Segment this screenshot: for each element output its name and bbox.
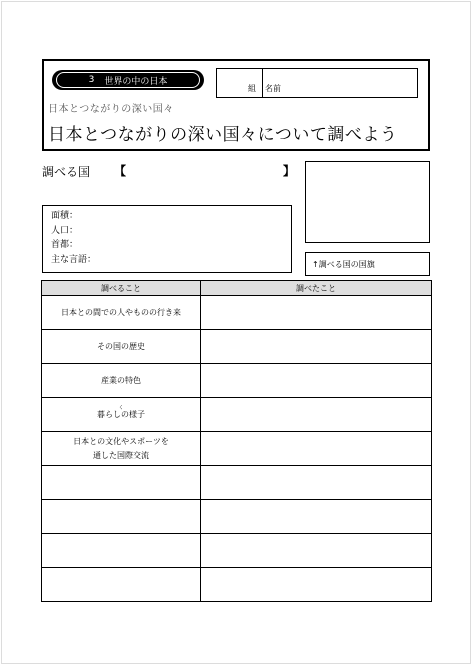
country-bracket-open: 【 <box>114 164 127 178</box>
finding-cell[interactable] <box>201 568 432 602</box>
finding-cell[interactable] <box>201 364 432 398</box>
topic-cell <box>42 398 201 432</box>
country-bracket-close: 】 <box>283 164 296 178</box>
topic-cell[interactable] <box>42 500 201 534</box>
flag-caption-text: ↑調べる国の国旗 <box>312 259 375 269</box>
column-header-findings: 調べたこと <box>201 281 432 296</box>
topic-cell <box>42 432 201 466</box>
finding-cell[interactable] <box>201 466 432 500</box>
table-row <box>42 296 432 330</box>
unit-title: 世界の中の日本 <box>104 76 168 87</box>
table-row <box>42 432 432 466</box>
topic-cell: その国の歴史 <box>42 330 201 364</box>
topic-cell: 産業の特色 <box>42 364 201 398</box>
finding-cell[interactable] <box>201 398 432 432</box>
page-subtitle: 日本とつながりの深い国々 <box>48 104 174 115</box>
topic-text: 暮らしの様子 <box>97 409 145 419</box>
table-row <box>42 364 432 398</box>
page-title: 日本とつながりの深い国々について調べよう <box>48 125 398 145</box>
finding-cell[interactable] <box>201 432 432 466</box>
name-label: 名前 <box>265 84 281 93</box>
table-row <box>42 398 432 432</box>
topic-cell: 日本との間での人やものの行き来 <box>42 296 201 330</box>
table-row <box>42 568 432 602</box>
finding-cell[interactable] <box>201 500 432 534</box>
research-table <box>41 280 432 602</box>
table-row <box>42 466 432 500</box>
capital-field: 首都： <box>51 240 79 250</box>
table-row <box>42 534 432 568</box>
language-field: 主な言語： <box>51 254 97 265</box>
class-label: 組 <box>248 84 256 93</box>
table-row <box>42 500 432 534</box>
topic-line-1: 日本との文化やスポーツを <box>73 436 169 446</box>
column-header-topic: 調べること <box>42 281 201 296</box>
finding-cell[interactable] <box>201 330 432 364</box>
country-info-box[interactable] <box>42 205 292 273</box>
name-divider <box>262 68 263 98</box>
topic-line-2: 通した国際交流 <box>93 450 149 460</box>
topic-cell[interactable] <box>42 568 201 602</box>
table-header-row <box>42 281 432 296</box>
ruby-text <box>97 404 145 422</box>
finding-cell[interactable] <box>201 534 432 568</box>
table-row <box>42 330 432 364</box>
furigana: く <box>118 404 124 411</box>
population-field: 人口： <box>51 225 79 236</box>
topic-cell[interactable] <box>42 466 201 500</box>
unit-badge <box>52 70 204 90</box>
area-field: 面積： <box>51 211 79 221</box>
name-box[interactable] <box>216 68 418 98</box>
unit-number: 3 <box>88 75 95 85</box>
flag-caption <box>305 252 430 276</box>
country-label: 調べる国 <box>42 165 91 179</box>
finding-cell[interactable] <box>201 296 432 330</box>
flag-drawing-box[interactable] <box>305 161 430 243</box>
topic-cell[interactable] <box>42 534 201 568</box>
